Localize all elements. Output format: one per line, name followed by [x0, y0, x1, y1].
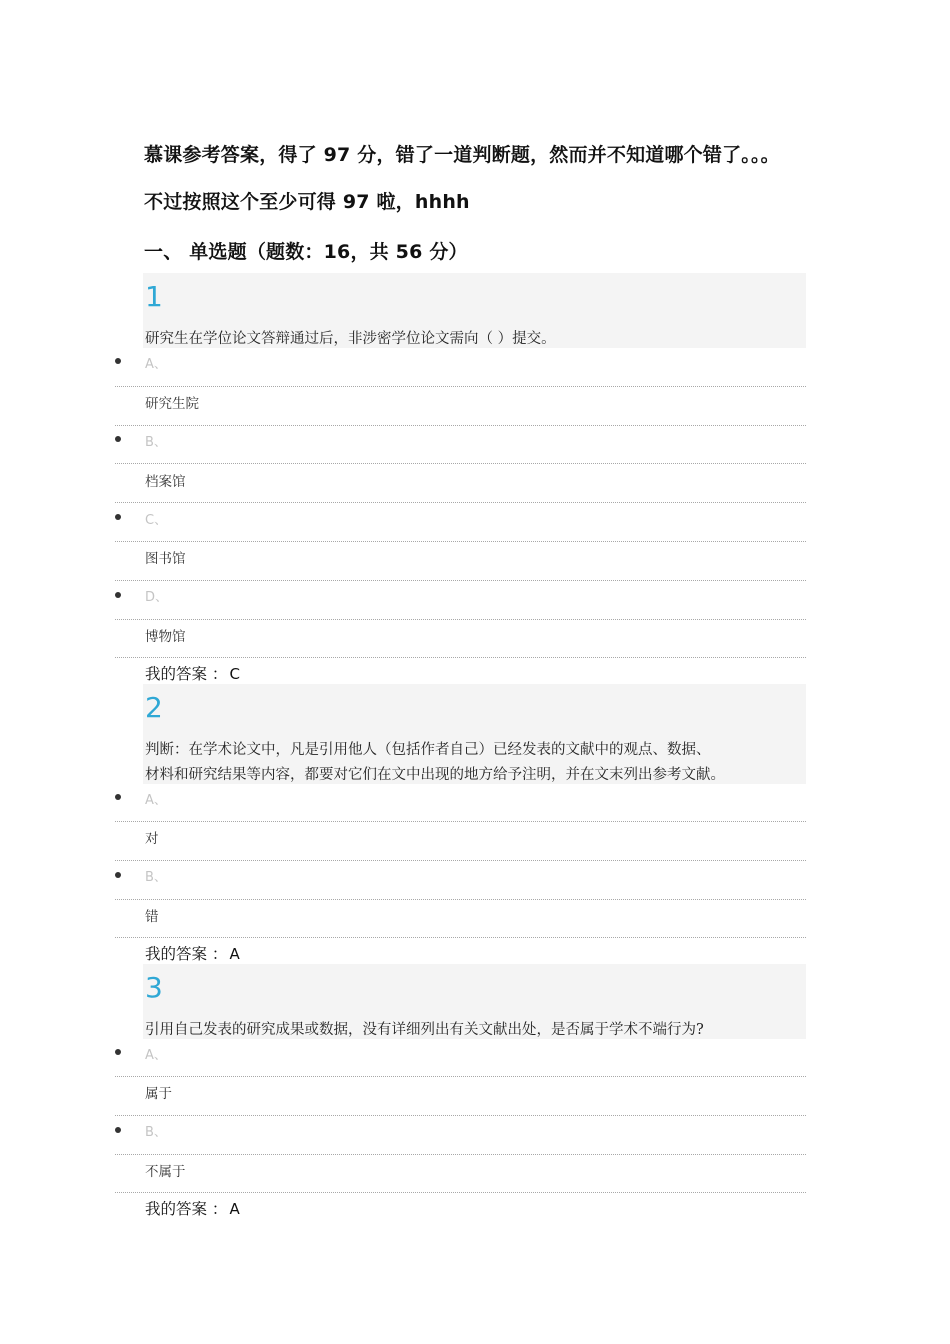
- divider: [115, 657, 806, 658]
- option-letter: D、: [145, 590, 169, 605]
- bullet-icon: [115, 358, 121, 364]
- question-text-line: 材料和研究结果等内容，都要对它们在文中出现的地方给予注明，并在文末列出参考文献。: [145, 767, 725, 783]
- my-answer: [145, 942, 240, 964]
- divider: [115, 860, 806, 861]
- intro-line-2: 不过按照这个至少可得 97 啦，hhhh: [144, 191, 470, 213]
- option-letter: A、: [145, 793, 167, 808]
- question-text: 研究生在学位论文答辩通过后，非涉密学位论文需向（ ）提交。: [145, 331, 556, 347]
- question-text: 引用自己发表的研究成果或数据，没有详细列出有关文献出处，是否属于学术不端行为?: [145, 1022, 704, 1038]
- divider: [115, 1115, 806, 1116]
- divider: [115, 502, 806, 503]
- option-letter: B、: [145, 1125, 167, 1140]
- bullet-icon: [115, 872, 121, 878]
- divider: [115, 386, 806, 387]
- my-answer-value: A: [229, 945, 240, 963]
- divider: [115, 1192, 806, 1193]
- divider: [115, 580, 806, 581]
- divider: [115, 821, 806, 822]
- option-letter: B、: [145, 870, 167, 885]
- bullet-icon: [115, 592, 121, 598]
- my-answer-label: 我的答案 ：: [145, 945, 228, 963]
- my-answer-value: A: [229, 1200, 240, 1218]
- option-letter: A、: [145, 1048, 167, 1063]
- option-text: 对: [145, 831, 159, 847]
- question-1-header: [143, 273, 806, 348]
- option-text: 属于: [145, 1086, 172, 1102]
- my-answer-label: 我的答案 ：: [145, 1200, 228, 1218]
- bullet-icon: [115, 1049, 121, 1055]
- question-number: 1: [145, 280, 163, 313]
- question-number: 3: [145, 971, 163, 1004]
- question-text: [145, 738, 806, 788]
- bullet-icon: [115, 436, 121, 442]
- bullet-icon: [115, 1127, 121, 1133]
- option-text: 博物馆: [145, 629, 186, 645]
- divider: [115, 463, 806, 464]
- option-text: 错: [145, 909, 159, 925]
- my-answer-value: C: [229, 665, 240, 683]
- option-text: 不属于: [145, 1164, 186, 1180]
- my-answer: [145, 1197, 240, 1219]
- option-letter: C、: [145, 513, 168, 528]
- option-text: 档案馆: [145, 474, 186, 490]
- intro-line-1: 慕课参考答案，得了 97 分，错了一道判断题，然而并不知道哪个错了。。。: [144, 144, 780, 166]
- bullet-icon: [115, 794, 121, 800]
- divider: [115, 937, 806, 938]
- section-title: 一、 单选题（题数：16，共 56 分）: [144, 241, 468, 263]
- divider: [115, 899, 806, 900]
- option-letter: A、: [145, 357, 167, 372]
- question-text-line: 判断：在学术论文中，凡是引用他人（包括作者自己）已经发表的文献中的观点、数据、: [145, 742, 711, 758]
- divider: [115, 541, 806, 542]
- divider: [115, 1076, 806, 1077]
- option-letter: B、: [145, 435, 167, 450]
- option-text: 图书馆: [145, 551, 186, 567]
- divider: [115, 1154, 806, 1155]
- my-answer: [145, 662, 240, 684]
- my-answer-label: 我的答案 ：: [145, 665, 228, 683]
- question-3-header: [143, 964, 806, 1039]
- question-2-header: [143, 684, 806, 784]
- bullet-icon: [115, 514, 121, 520]
- divider: [115, 619, 806, 620]
- option-text: 研究生院: [145, 396, 199, 412]
- question-number: 2: [145, 691, 163, 724]
- divider: [115, 425, 806, 426]
